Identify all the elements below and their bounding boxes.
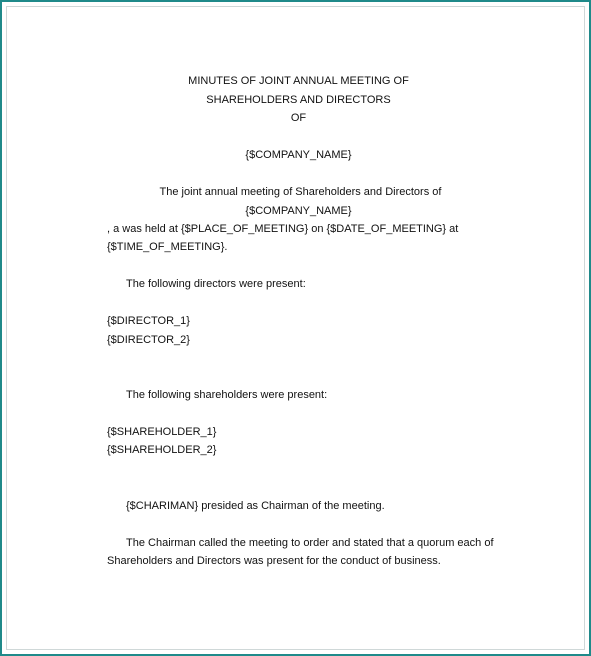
chairman-line: {$CHARIMAN} presided as Chairman of the meeting. [126,500,385,512]
intro-line-4: {$TIME_OF_MEETING}. [107,241,228,253]
title-line-2: SHAREHOLDERS AND DIRECTORS [206,94,391,106]
title-line-3: OF [290,112,307,124]
shareholder-item-1: {$SHAREHOLDER_1} [107,426,217,438]
shareholders-heading: The following shareholders were present: [126,389,328,401]
title-line-1: MINUTES OF JOINT ANNUAL MEETING OF [188,75,409,87]
director-item-1: {$DIRECTOR_1} [107,315,190,327]
shareholder-item-2: {$SHAREHOLDER_2} [107,444,217,456]
directors-heading: The following directors were present: [126,278,306,290]
intro-line-3: , a was held at {$PLACE_OF_MEETING} on {$DATE_OF_MEETING} at [107,223,459,235]
company-name: {$COMPANY_NAME} [245,149,352,161]
intro-company-name: {$COMPANY_NAME} [245,205,352,217]
quorum-line-2: Shareholders and Directors was present for the conduct of business. [107,555,441,567]
quorum-line-1: The Chairman called the meeting to order and stated that a quorum each of [126,537,494,549]
director-item-2: {$DIRECTOR_2} [107,334,190,346]
intro-line-1: The joint annual meeting of Shareholders and Directors of [159,186,442,198]
